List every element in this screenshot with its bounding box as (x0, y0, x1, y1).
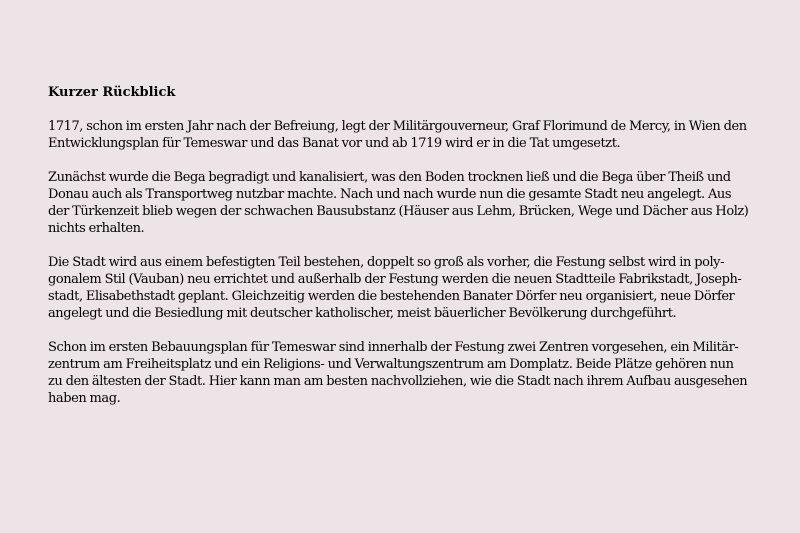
paragraph-2 (48, 169, 760, 237)
paragraph-line: der Türkenzeit blieb wegen der schwachen Bausubstanz (Häuser aus Lehm, Brücken, Wege und Dächer aus Holz) (48, 204, 749, 219)
paragraph-line: Die Stadt wird aus einem befestigten Teil bestehen, doppelt so groß als vorher, die Festung selbst wird in poly- (48, 255, 725, 270)
paragraph-line: gonalem Stil (Vauban) neu errichtet und außerhalb der Festung werden die neuen Stadtteile Fabrikstadt, Joseph- (48, 272, 742, 287)
paragraph-line: angelegt und die Besiedlung mit deutscher katholischer, meist bäuerlicher Bevölkerung durchgeführt. (48, 306, 677, 321)
paragraph-3 (48, 254, 760, 322)
paragraph-line: Schon im ersten Bebauungsplan für Temeswar sind innerhalb der Festung zwei Zentren vorgesehen, ein Militär- (48, 340, 739, 355)
paragraph-line: stadt, Elisabethstadt geplant. Gleichzeitig werden die bestehenden Banater Dörfer neu organisiert, neue Dörfer (48, 289, 735, 304)
article (48, 84, 760, 424)
paragraph-line: Donau auch als Transportweg nutzbar machte. Nach und nach wurde nun die gesamte Stadt neu angelegt. Aus (48, 187, 732, 202)
paragraph-line: zentrum am Freiheitsplatz und ein Religions- und Verwaltungszentrum am Domplatz. Beide Plätze gehören nun (48, 357, 734, 372)
paragraph-line: zu den ältesten der Stadt. Hier kann man am besten nachvollziehen, wie die Stadt nach ihrem Aufbau ausgesehen (48, 374, 748, 389)
article-heading: Kurzer Rückblick (48, 85, 176, 100)
paragraph-line: Entwicklungsplan für Temeswar und das Banat vor und ab 1719 wird er in die Tat umgesetzt. (48, 136, 621, 151)
paragraph-1 (48, 118, 760, 152)
paragraph-line: 1717, schon im ersten Jahr nach der Befreiung, legt der Militärgouverneur, Graf Florimund de Mercy, in Wien den (48, 119, 747, 134)
paragraph-line: haben mag. (48, 391, 121, 406)
paragraph-line: nichts erhalten. (48, 221, 145, 236)
paragraph-4 (48, 339, 760, 407)
paragraph-line: Zunächst wurde die Bega begradigt und kanalisiert, was den Boden trocknen ließ und die Bega über Theiß und (48, 170, 731, 185)
